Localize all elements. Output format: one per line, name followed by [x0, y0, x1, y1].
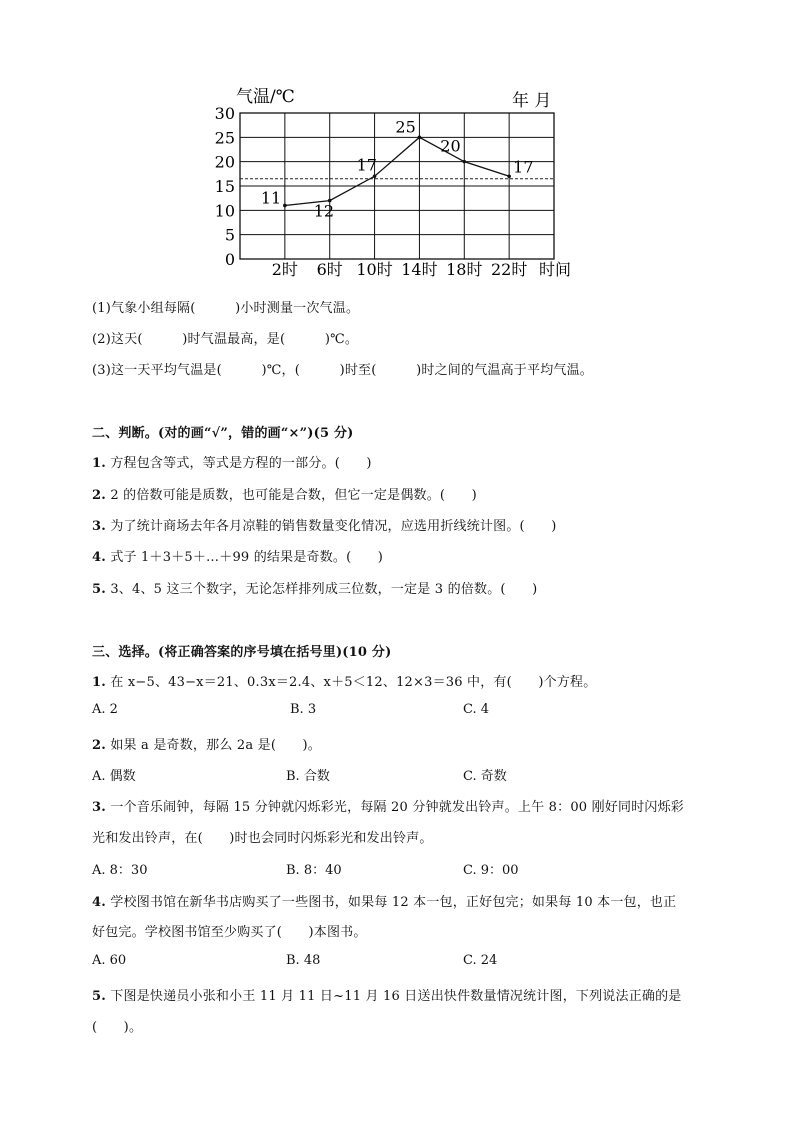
option-a: A. 偶数: [92, 769, 136, 784]
choice-number: 3.: [92, 800, 106, 815]
option-a: A. 60: [92, 953, 127, 968]
y-tick-label: 25: [214, 128, 235, 148]
fill-question-2: (2)这天( )时气温最高，是( )℃。: [92, 332, 359, 347]
data-point: [462, 160, 466, 164]
choice-text: 一个音乐闹钟，每隔 15 分钟就闪烁彩光，每隔 20 分钟就发出铃声。上午 8：00 刚好同时闪烁彩: [105, 800, 685, 815]
x-tick-labels: [272, 260, 528, 279]
section3-heading: 三、选择。(将正确答案的序号填在括号里)(10 分): [92, 645, 392, 660]
y-axis-label: 气温/℃: [236, 87, 295, 107]
y-tick-labels: [215, 104, 235, 269]
choice-question-2: [92, 734, 321, 753]
judge-item: [92, 546, 383, 565]
judge-text: 方程包含等式，等式是方程的一部分。( ): [105, 456, 372, 471]
option-c: C. 24: [463, 953, 498, 968]
choice-text: 学校图书馆在新华书店购买了一些图书，如果每 12 本一包，正好包完；如果每 10 本一包，也正: [105, 895, 677, 910]
option-c: C. 奇数: [463, 769, 507, 784]
fill-question-3: (3)这一天平均气温是( )℃，( )时至( )时之间的气温高于平均气温。: [92, 363, 593, 378]
data-label: 11: [260, 188, 282, 208]
x-tick-label: 2时: [271, 260, 298, 279]
x-tick-label: 6时: [316, 260, 343, 279]
x-tick-label: 22时: [490, 260, 528, 279]
temperature-line-chart: [200, 84, 600, 284]
judge-number: 1.: [92, 456, 106, 471]
y-tick-label: 5: [224, 225, 235, 245]
judge-item: [92, 452, 372, 471]
option-b: B. 3: [290, 702, 317, 717]
option-b: B. 48: [286, 953, 321, 968]
judge-item: [92, 484, 477, 503]
judge-number: 4.: [92, 550, 106, 565]
judge-number: 3.: [92, 519, 106, 534]
choice-question-3-cont: 光和发出铃声，在( )时也会同时闪烁彩光和发出铃声。: [92, 831, 433, 846]
data-point: [373, 174, 377, 178]
choice-text: 如果 a 是奇数，那么 2a 是( )。: [105, 738, 321, 753]
chart-svg: [200, 84, 600, 284]
x-tick-label: 10时: [356, 260, 393, 279]
x-tick-label: 14时: [401, 260, 438, 279]
fill-question-1: (1)气象小组每隔( )小时测量一次气温。: [92, 301, 360, 316]
choice-question-4: [92, 891, 676, 910]
data-label: 25: [395, 117, 416, 137]
option-a: A. 2: [92, 702, 118, 717]
data-labels: [261, 117, 534, 220]
judge-item: [92, 515, 556, 534]
option-c: C. 4: [463, 702, 490, 717]
choice-text: 在 x−5、43−x＝21、0.3x＝2.4、x＋5＜12、12×3＝36 中，有( )个方程。: [105, 675, 597, 690]
y-tick-label: 20: [214, 152, 235, 172]
choice-number: 1.: [92, 675, 106, 690]
data-point: [283, 204, 287, 208]
y-tick-label: 30: [214, 104, 235, 123]
judge-text: 3、4、5 这三个数字，无论怎样排列成三位数，一定是 3 的倍数。( ): [105, 582, 538, 597]
data-label: 20: [440, 136, 461, 156]
x-axis-label: 时间: [539, 260, 572, 279]
data-label: 17: [356, 155, 377, 175]
judge-item: [92, 578, 537, 597]
choice-question-5-cont: ( )。: [92, 1020, 143, 1035]
judge-text: 式子 1＋3＋5＋…＋99 的结果是奇数。( ): [105, 550, 384, 565]
series-line: [285, 137, 509, 205]
option-b: B. 8：40: [286, 863, 342, 878]
judge-number: 2.: [92, 488, 106, 503]
judge-text: 为了统计商场去年各月凉鞋的销售数量变化情况，应选用折线统计图。( ): [105, 519, 557, 534]
judge-number: 5.: [92, 582, 106, 597]
choice-question-5: [92, 985, 682, 1004]
choice-number: 4.: [92, 895, 106, 910]
option-c: C. 9：00: [463, 863, 519, 878]
data-label: 12: [313, 201, 335, 221]
data-point: [507, 174, 511, 178]
data-label: 17: [513, 157, 534, 177]
data-point: [418, 136, 422, 140]
data-points: [283, 136, 511, 208]
y-tick-label: 15: [214, 177, 235, 196]
choice-question-1: [92, 671, 596, 690]
y-tick-label: 10: [214, 201, 235, 221]
option-a: A. 8：30: [92, 863, 148, 878]
y-tick-label: 0: [224, 250, 235, 269]
choice-question-3: [92, 796, 684, 815]
choice-question-4-cont: 好包完。学校图书馆至少购买了( )本图书。: [92, 925, 367, 940]
choice-number: 2.: [92, 738, 106, 753]
section2-heading: 二、判断。(对的画“√”，错的画“×”)(5 分): [92, 426, 354, 441]
x-tick-label: 18时: [446, 260, 483, 279]
judge-text: 2 的倍数可能是质数，也可能是合数，但它一定是偶数。( ): [105, 488, 477, 503]
option-b: B. 合数: [286, 769, 330, 784]
choice-text: 下图是快递员小张和小王 11 月 11 日~11 月 16 日送出快件数量情况统计图，下列说法正确的是: [105, 989, 682, 1004]
choice-number: 5.: [92, 989, 106, 1004]
chart-title: 年 月: [512, 91, 552, 111]
